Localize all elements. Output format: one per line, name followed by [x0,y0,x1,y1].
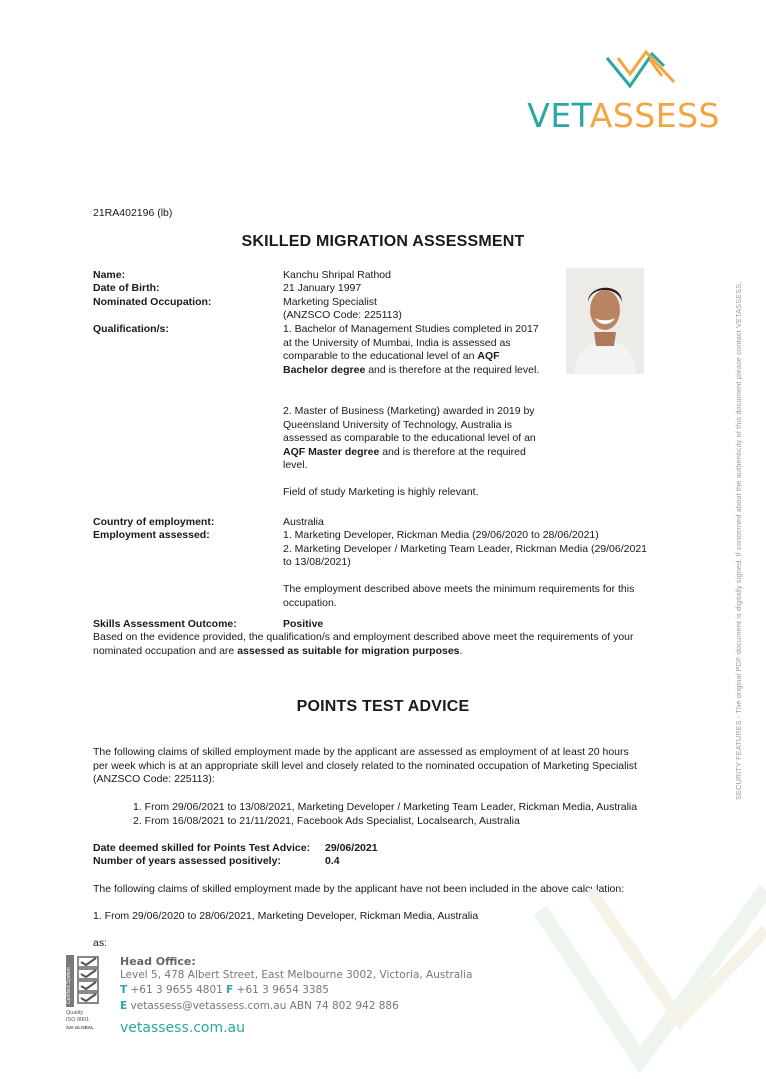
head-office-address: Level 5, 478 Albert Street, East Melbourne 3002, Victoria, Australia [120,969,473,981]
applicant-photo [566,268,644,374]
security-notice: SECURITY FEATURES - The original PDF document is digitally signed. If concerned about the authenticity of this document please contact VETASSESS. [734,281,743,800]
page-title: SKILLED MIGRATION ASSESSMENT [241,233,525,250]
employment-label: Employment assessed: [93,529,210,541]
watermark-chevrons [530,870,766,1079]
points-intro: The following claims of skilled employment made by the applicant are assessed as employment of at least 20 hours per week which is at an appropriate skill level and closely related to the nominated occupation of Marketing Specialist (ANZSCO Code: 225113): [93,746,637,785]
country-value: Australia [283,516,324,528]
name-label: Name: [93,269,126,281]
outcome-text: Based on the evidence provided, the qualification/s and employment described above meet the requirements of your nominated occupation and are assessed as suitable for migration purposes. [93,631,634,657]
qualification-label: Qualification/s: [93,323,169,335]
dob-value: 21 January 1997 [283,282,362,294]
phone-fax: T +61 3 9655 4801 F +61 3 9654 3385 [120,984,329,996]
country-label: Country of employment: [93,516,215,528]
quality-badge: Quality ISO 9001 SAI GLOBAL [66,1010,94,1030]
vetassess-logo-text: VETASSESS [527,96,720,135]
vetassess-logo-mark [604,46,676,94]
occupation-code: (ANZSCO Code: 225113) [283,309,402,321]
name-value: Kanchu Shripal Rathod [283,269,391,281]
field-of-study: Field of study Marketing is highly relevant. [283,486,479,498]
employment-list: 1. Marketing Developer, Rickman Media (29/06/2020 to 28/06/2021) 2. Marketing Developer / Marketing Team Leader, Rickman Media (29/06/2021 to 13/08/2021) [283,529,647,568]
points-claims [133,801,693,828]
reference-number: 21RA402196 (lb) [93,207,173,219]
outcome-label: Skills Assessment Outcome: [93,618,237,630]
excluded-intro: The following claims of skilled employment made by the applicant have not been included in the above calculation: [93,883,625,895]
email-abn: E vetassess@vetassess.com.au ABN 74 802 942 886 [120,1000,399,1012]
head-office-label: Head Office: [120,955,196,968]
cert-label: Certified System [66,967,72,1004]
outcome-value: Positive [283,618,324,630]
employment-note: The employment described above meets the minimum requirements for this occupation. [283,583,635,609]
qualification-1: 1. Bachelor of Management Studies completed in 2017 at the University of Mumbai, India is assessed as comparable to the educational level of an AQF Bachelor degree and is therefore at the required level. [283,323,540,376]
list-item: 2. From 16/08/2021 to 21/11/2021, Facebook Ads Specialist, Localsearch, Australia [133,814,520,827]
list-item: 1. From 29/06/2021 to 13/08/2021, Marketing Developer / Marketing Team Leader, Rickman Media, Australia [133,801,638,813]
qualification-2: 2. Master of Business (Marketing) awarded in 2019 by Queensland University of Technology, Australia is assessed as comparable to the educational level of an AQF Master degree and is therefore at the required level. [283,405,536,471]
dob-label: Date of Birth: [93,282,160,294]
trailing-text: as: [93,937,108,949]
years-value: 0.4 [325,855,340,867]
years-label: Number of years assessed positively: [93,855,281,867]
excluded-item: 1. From 29/06/2020 to 28/06/2021, Marketing Developer, Rickman Media, Australia [93,910,479,922]
date-skilled-label: Date deemed skilled for Points Test Advice: [93,842,311,854]
occupation-value: Marketing Specialist [283,296,377,308]
website-link[interactable]: vetassess.com.au [120,1020,246,1036]
points-title: POINTS TEST ADVICE [296,698,470,715]
date-skilled-value: 29/06/2021 [325,842,378,854]
occupation-label: Nominated Occupation: [93,296,212,308]
